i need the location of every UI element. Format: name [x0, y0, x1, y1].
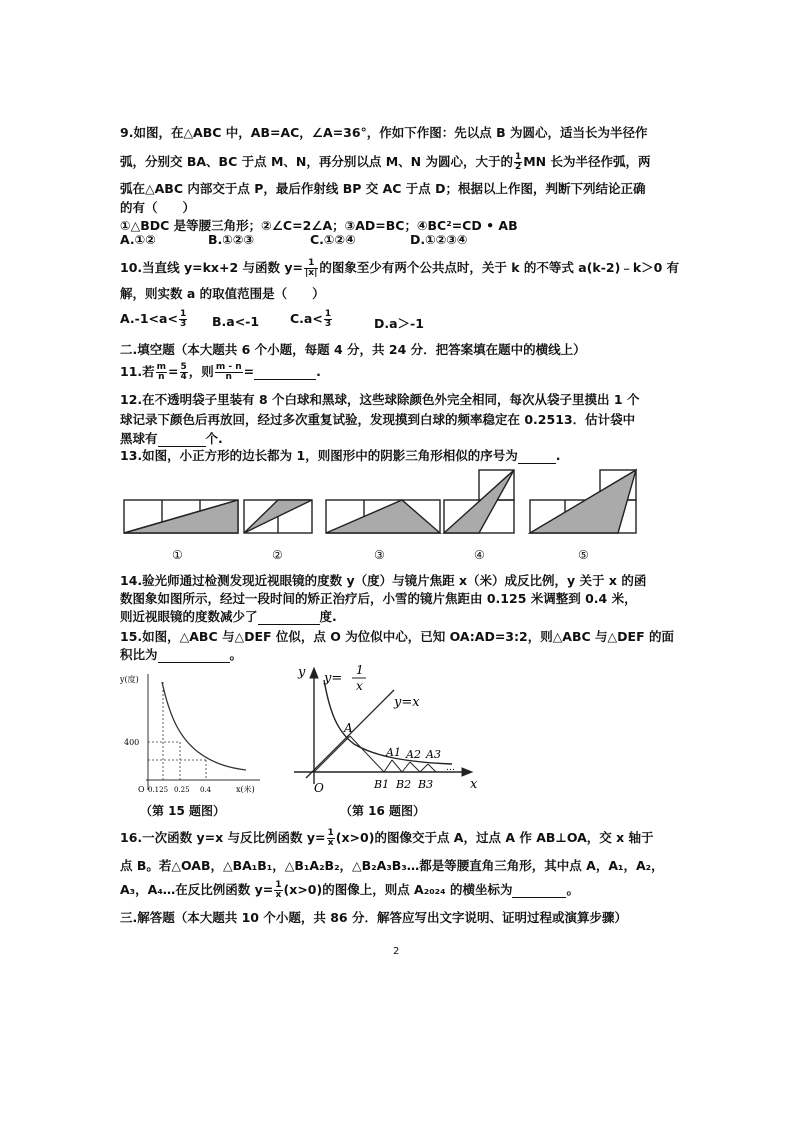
fig16-point-a: A [344, 721, 353, 735]
q13-label-5: ⑤ [578, 548, 589, 562]
q16-line1-part1: 16.一次函数 y=x 与反比例函数 y= [120, 830, 326, 845]
q12-line3 [120, 429, 223, 447]
q9-statements: ①△BDC 是等腰三角形；②∠C=2∠A；③AD=BC；④BC²=CD • AB [120, 218, 518, 233]
q10-a-frac-num: 1 [179, 309, 187, 319]
q16-line2: 点 B。若△OAB，△BA₁B₁，△B₁A₂B₂，△B₂A₃B₃…都是等腰直角三角形，其中点 A，A₁，A₂， [120, 858, 664, 873]
q10-frac-num: 1 [304, 259, 318, 269]
q10-line2: 解，则实数 a 的取值范围是（ ） [120, 286, 325, 301]
page-number: 2 [393, 946, 400, 957]
q9-option-d: D.①②③④ [410, 232, 468, 247]
q11-f3-den: n [225, 372, 232, 382]
q10-c-frac-num: 1 [324, 309, 332, 319]
q15-line2 [120, 645, 242, 663]
q14-answer-blank[interactable] [258, 609, 320, 625]
fig15-caption: （第 15 题图） [140, 804, 226, 818]
section-2-heading: 二.填空题（本大题共 6 个小题，每题 4 分，共 24 分．把答案填在题中的横线上） [120, 342, 586, 357]
fig15-curve [162, 682, 246, 770]
q10-option-c-frac [324, 310, 332, 329]
fig16-line-label: y=x [394, 695, 420, 710]
fig15-origin: O [138, 785, 145, 794]
q13-label-1: ① [172, 548, 183, 562]
q11-f1-den: n [158, 372, 165, 382]
fig15-y400: 400 [124, 738, 140, 747]
q15-answer-blank[interactable] [158, 647, 230, 663]
q15-line2-part1: 积比为 [120, 647, 158, 662]
q11-line [120, 362, 321, 382]
q16-line3 [120, 880, 579, 900]
q11-frac-target [215, 363, 243, 382]
q10-option-a [120, 310, 188, 329]
fig15-ylabel: y(度) [120, 675, 139, 684]
q13-fig-3 [326, 500, 440, 533]
q11-prefix: 11.若 [120, 364, 155, 379]
q16-line3-part1: A₃，A₄…在反比例函数 y= [120, 882, 274, 897]
q10-line1-part2: 的图象至少有两个公共点时，关于 k 的不等式 a(k-2)﹣k＞0 有 [319, 260, 680, 275]
q11-frac-mn [156, 363, 167, 382]
fig16-graph [284, 658, 484, 804]
q10-option-d: D.a＞-1 [374, 316, 424, 331]
q16-f1-den: x [327, 838, 334, 848]
fig16-origin: O [314, 781, 324, 795]
q13-fig-4 [444, 470, 514, 533]
q9-line1: 9.如图，在△ABC 中，AB=AC，∠A=36°，作如下作图：先以点 B 为圆心，适当长为半径作 [120, 125, 648, 140]
q12-line3-part1: 黑球有 [120, 431, 158, 446]
q10-line1 [120, 258, 679, 278]
q14-line3-part2: 度. [319, 609, 337, 624]
q14-line3-part1: 则近视眼镜的度数减少了 [120, 609, 258, 624]
q12-line3-part2: 个. [205, 431, 223, 446]
q10-a-frac-den: 3 [179, 319, 187, 329]
q16-fraction-2 [274, 881, 282, 900]
q10-option-c [290, 310, 333, 329]
q10-option-a-text: A.-1<a< [120, 311, 178, 326]
q12-answer-blank[interactable] [158, 431, 206, 447]
fig16-point-b3: B3 [418, 778, 434, 791]
fig16-x-label: x [470, 777, 478, 792]
fig15-graph [118, 668, 268, 800]
fig16-curve-num: 1 [356, 663, 364, 677]
q16-f1-num: 1 [327, 828, 334, 838]
q10-frac-den: |x| [305, 268, 318, 278]
q10-line1-part1: 10.当直线 y=kx+2 与函数 y= [120, 260, 303, 275]
q10-fraction [304, 259, 318, 278]
q14-line1: 14.验光师通过检测发现近视眼镜的度数 y（度）与镜片焦距 x（米）成反比例，y 关于 x 的函 [120, 573, 647, 588]
q14-line2: 数图象如图所示，经过一段时间的矫正治疗后，小雪的镜片焦距由 0.125 米调整到 0.4 米， [120, 591, 637, 606]
q9-line2-part1: 弧，分别交 BA、BC 于点 M、N，再分别以点 M、N 为圆心，大于的 [120, 154, 513, 169]
q9-frac-den: 2 [514, 162, 522, 172]
q9-option-c: C.①②④ [310, 232, 356, 247]
q10-option-c-text: C.a< [290, 311, 323, 326]
fig16-point-b2: B2 [396, 778, 412, 791]
q9-option-b: B.①②③ [208, 232, 255, 247]
q13-fig-1 [124, 500, 238, 533]
fig16-point-a3: A3 [426, 748, 441, 761]
fig16-point-b1: B1 [374, 778, 390, 791]
q16-answer-blank[interactable] [512, 882, 566, 898]
q13-label-3: ③ [374, 548, 385, 562]
q11-frac-54 [180, 363, 188, 382]
q11-suffix: = [243, 364, 255, 379]
q16-line1 [120, 828, 654, 848]
section-3-heading: 三.解答题（本大题共 10 个小题，共 86 分．解答应写出文字说明、证明过程或演算步骤） [120, 910, 627, 925]
q10-option-b: B.a<-1 [212, 314, 260, 329]
q11-f2-num: 5 [180, 362, 187, 372]
q16-fraction-1 [327, 829, 335, 848]
q13-fig-5 [530, 470, 636, 533]
fig16-dots: … [446, 763, 455, 773]
q13-label-2: ② [272, 548, 283, 562]
fig15-tick-2: 0.25 [174, 786, 190, 794]
q11-f1-num: m [156, 362, 167, 372]
fig15-xlabel: x(米) [236, 785, 255, 794]
q11-answer-blank[interactable] [254, 364, 316, 380]
q16-f2-num: 1 [275, 880, 282, 890]
fig16-caption: （第 16 题图） [340, 804, 426, 818]
q16-line3-part2: (x>0)的图像上，则点 A₂₀₂₄ 的横坐标为 [283, 882, 513, 897]
q9-line3: 弧在△ABC 内部交于点 P，最后作射线 BP 交 AC 于点 D；根据以上作图，判断下列结论正确 [120, 181, 646, 196]
q11-mid: ，则 [188, 364, 214, 379]
q15-line1: 15.如图，△ABC 与△DEF 位似，点 O 为位似中心，已知 OA:AD=3:2，则△ABC 与△DEF 的面 [120, 629, 674, 644]
q14-line3 [120, 607, 337, 625]
fig15-tick-1: 0.125 [148, 786, 169, 794]
q9-fraction [514, 153, 522, 172]
fig16-point-a1: A1 [386, 746, 401, 759]
q10-c-frac-den: 3 [324, 319, 332, 329]
q12-line2: 球记录下颜色后再放回，经过多次重复试验，发现摸到白球的频率稳定在 0.2513．估计袋中 [120, 412, 636, 427]
q11-equals: = [168, 364, 179, 379]
q11-f2-den: 4 [180, 372, 187, 382]
q16-line1-part2: (x>0)的图像交于点 A，过点 A 作 AB⊥OA，交 x 轴于 [335, 830, 654, 845]
fig16-curve-label: y= [324, 671, 343, 686]
q11-end: . [316, 364, 321, 379]
q9-line4: 的有（ ） [120, 200, 196, 215]
q9-frac-num: 1 [514, 152, 522, 162]
fig15-tick-3: 0.4 [200, 786, 212, 794]
fig16-point-a2: A2 [406, 748, 421, 761]
q13-line1 [120, 446, 560, 464]
q9-option-a: A.①② [120, 232, 156, 247]
q11-f3-num: m - n [215, 362, 242, 372]
q16-line3-part3: 。 [566, 882, 579, 897]
q13-line1-part1: 13.如图，小正方形的边长都为 1，则图形中的阴影三角形相似的序号为 [120, 448, 518, 463]
fig16-y-label: y [298, 665, 306, 680]
q16-f2-den: x [275, 890, 282, 900]
q9-line2-part2: MN 长为半径作弧，两 [523, 154, 651, 169]
q13-answer-blank[interactable] [518, 448, 556, 464]
q13-line1-part2: . [555, 448, 561, 463]
q15-line2-part2: 。 [229, 647, 243, 662]
q13-fig-2 [244, 500, 312, 533]
q10-option-a-frac [179, 310, 187, 329]
q9-line2 [120, 152, 651, 172]
fig16-curve-den: x [356, 679, 363, 693]
q12-line1: 12.在不透明袋子里装有 8 个白球和黑球，这些球除颜色外完全相同，每次从袋子里摸出 1 个 [120, 392, 640, 407]
q13-label-4: ④ [474, 548, 485, 562]
